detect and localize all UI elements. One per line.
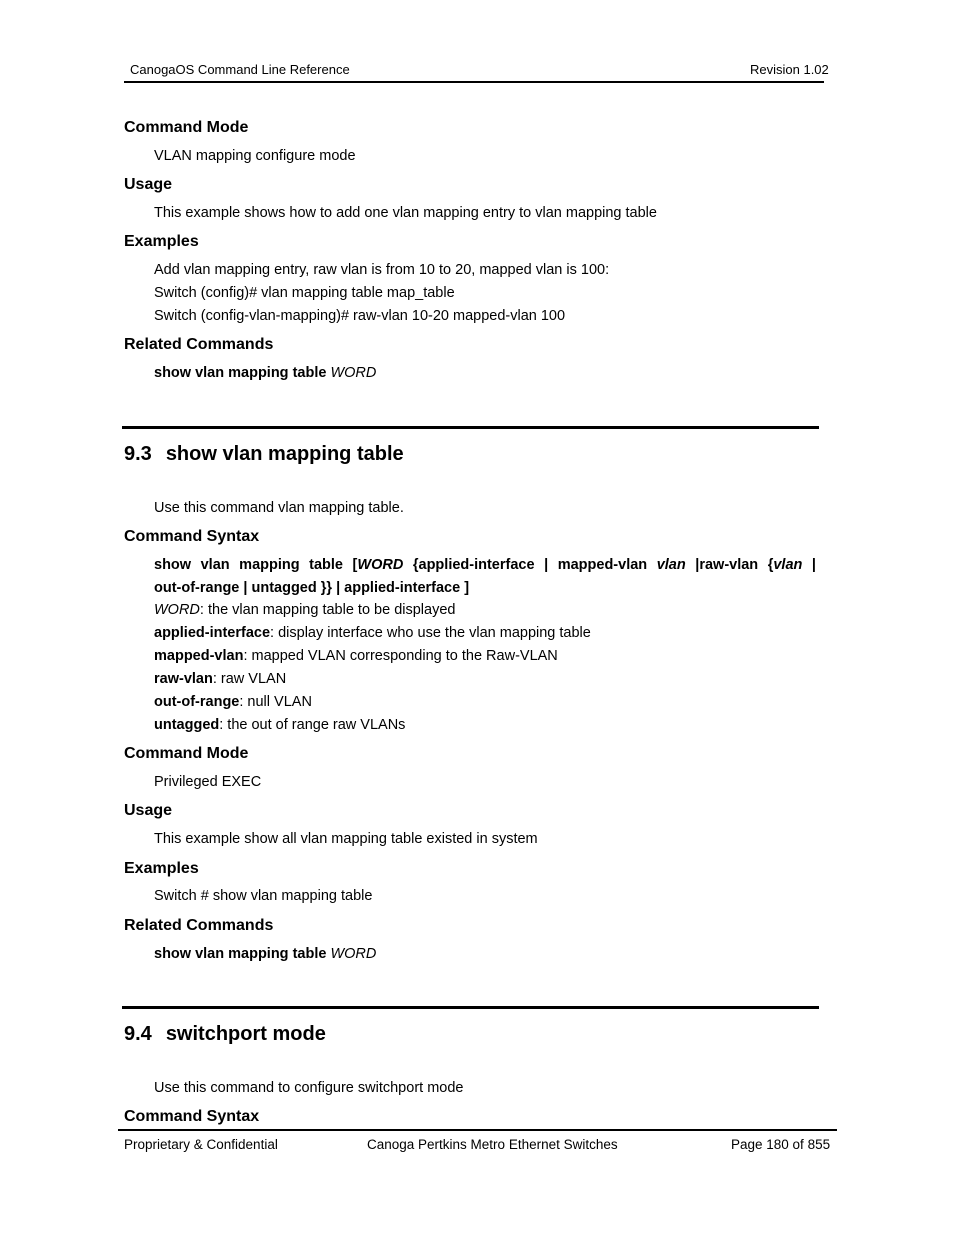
command-mode-heading: Command Mode: [124, 119, 249, 136]
related-commands-heading: Related Commands: [124, 917, 274, 934]
examples-heading: Examples: [124, 860, 199, 877]
command-mode-text: Privileged EXEC: [154, 774, 262, 790]
header-rule: [124, 81, 824, 83]
command-mode-text: VLAN mapping configure mode: [154, 148, 356, 164]
header-revision: Revision 1.02: [750, 62, 829, 77]
header-title: CanogaOS Command Line Reference: [130, 62, 350, 77]
related-command-arg: WORD: [330, 365, 377, 381]
example-line: Add vlan mapping entry, raw vlan is from 10 to 20, mapped vlan is 100:: [154, 262, 610, 278]
related-command-name: show vlan mapping table: [154, 946, 327, 962]
usage-text: This example shows how to add one vlan mapping entry to vlan mapping table: [154, 205, 657, 221]
related-command-name: show vlan mapping table: [154, 365, 327, 381]
command-mode-heading: Command Mode: [124, 745, 249, 762]
footer-center: Canoga Pertkins Metro Ethernet Switches: [367, 1137, 618, 1152]
param-line: untagged: the out of range raw VLANs: [154, 717, 406, 733]
section-heading-9-3: [124, 443, 404, 466]
footer-rule: [118, 1129, 837, 1131]
footer-page-number: Page 180 of 855: [731, 1137, 831, 1152]
related-command: [154, 946, 376, 962]
command-syntax-heading: Command Syntax: [124, 528, 260, 545]
section-title: switchport mode: [165, 1023, 326, 1045]
section-rule: [122, 1006, 819, 1009]
usage-heading: Usage: [124, 176, 173, 193]
section-title: show vlan mapping table: [165, 443, 404, 465]
related-command: [154, 365, 376, 381]
example-line: Switch (config-vlan-mapping)# raw-vlan 10-20 mapped-vlan 100: [154, 308, 566, 324]
usage-heading: Usage: [124, 802, 173, 819]
param-line: WORD: the vlan mapping table to be displayed: [154, 602, 456, 618]
section-heading-9-4: [124, 1023, 326, 1046]
example-line: Switch # show vlan mapping table: [154, 888, 373, 904]
param-line: raw-vlan: raw VLAN: [154, 671, 287, 687]
examples-heading: Examples: [124, 233, 199, 250]
param-line: out-of-range: null VLAN: [154, 694, 312, 710]
syntax-word-arg: WORD: [357, 557, 404, 573]
param-line: applied-interface: display interface who use the vlan mapping table: [154, 625, 591, 641]
footer-left: Proprietary & Confidential: [124, 1137, 278, 1152]
section-number: 9.3: [124, 443, 152, 465]
related-commands-heading: Related Commands: [124, 336, 274, 353]
related-command-arg: WORD: [330, 946, 377, 962]
usage-text: This example show all vlan mapping table existed in system: [154, 831, 538, 847]
command-syntax-heading: Command Syntax: [124, 1108, 260, 1125]
command-syntax-line-1: show vlan mapping table [WORD {applied-interface | mapped-vlan vlan |raw-vlan {vlan |: [154, 557, 816, 573]
command-syntax-line-2: out-of-range | untagged }} | applied-interface ]: [154, 580, 470, 596]
example-line: Switch (config)# vlan mapping table map_table: [154, 285, 455, 301]
syntax-vlan-arg: vlan: [773, 557, 803, 573]
section-rule: [122, 426, 819, 429]
section-number: 9.4: [124, 1023, 152, 1045]
section-intro: Use this command vlan mapping table.: [154, 500, 404, 516]
syntax-vlan-arg: vlan: [656, 557, 686, 573]
section-intro: Use this command to configure switchport mode: [154, 1080, 464, 1096]
param-line: mapped-vlan: mapped VLAN corresponding to the Raw-VLAN: [154, 648, 558, 664]
